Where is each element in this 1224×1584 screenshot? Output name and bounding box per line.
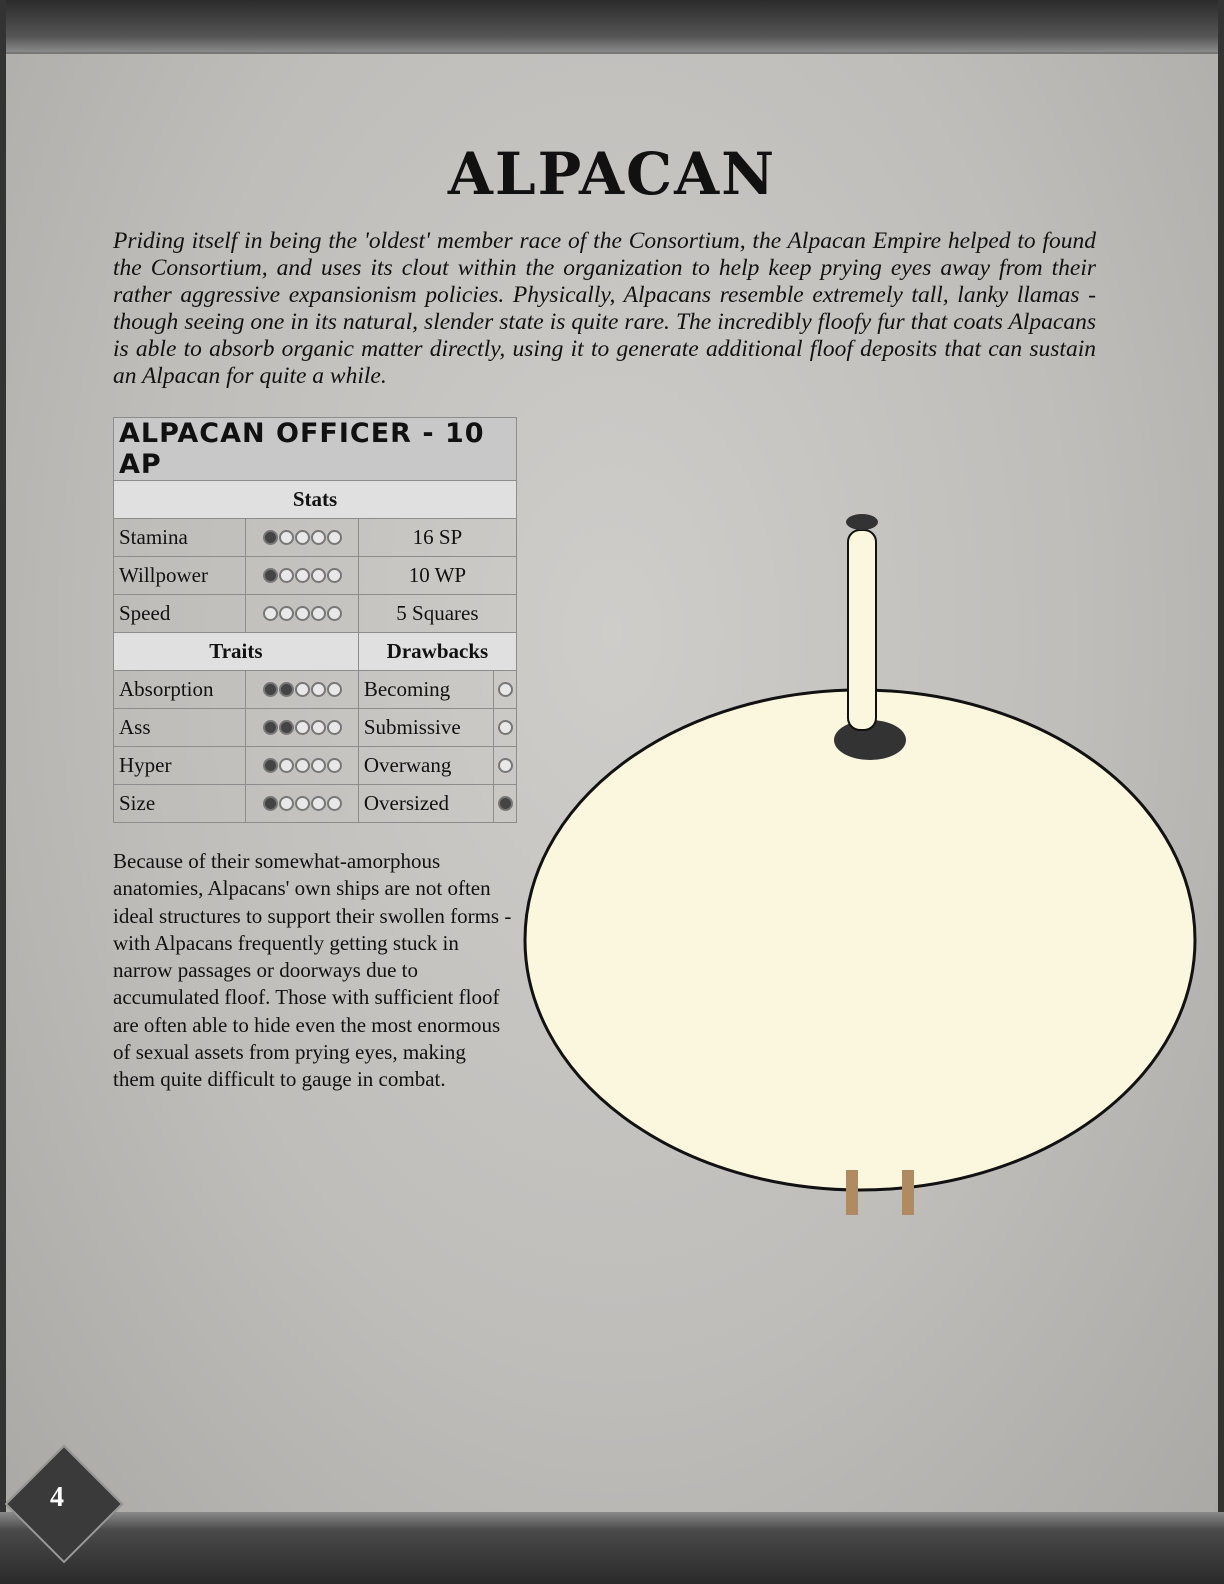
rating-dot	[327, 606, 342, 621]
rating-dot	[327, 682, 342, 697]
trait-name: Absorption	[114, 671, 246, 709]
trait-name: Size	[114, 785, 246, 823]
trait-name: Ass	[114, 709, 246, 747]
rating-dot	[263, 606, 278, 621]
rating-dot	[263, 530, 278, 545]
rating-dots	[251, 568, 353, 583]
rating-dot	[311, 682, 326, 697]
trait-row	[114, 747, 517, 785]
rating-dot	[295, 720, 310, 735]
trait-row	[114, 785, 517, 823]
bottom-border	[0, 1512, 1224, 1584]
rating-dot	[295, 568, 310, 583]
rating-dot	[279, 720, 294, 735]
leg-shape	[902, 1170, 914, 1215]
stat-block	[113, 417, 517, 823]
cap-shape	[846, 514, 878, 530]
left-border	[0, 0, 6, 1584]
rating-dot	[327, 568, 342, 583]
stat-row	[114, 519, 517, 557]
fur-body-shape	[525, 690, 1195, 1190]
rating-dot	[327, 530, 342, 545]
stat-value: 5 Squares	[358, 595, 516, 633]
rating-dot	[279, 758, 294, 773]
stat-block-title: ALPACAN OFFICER - 10 AP	[114, 418, 517, 481]
rating-dots	[251, 530, 353, 545]
rating-dots	[251, 796, 353, 811]
rating-dot	[295, 606, 310, 621]
rating-dot	[279, 682, 294, 697]
stat-row	[114, 557, 517, 595]
rating-dot	[311, 530, 326, 545]
rating-dot	[311, 568, 326, 583]
stat-name: Willpower	[114, 557, 246, 595]
rating-dots	[251, 758, 353, 773]
rating-dot	[327, 758, 342, 773]
rating-dot	[311, 720, 326, 735]
rating-dot	[327, 720, 342, 735]
page-title: ALPACAN	[447, 140, 777, 208]
trait-row	[114, 671, 517, 709]
character-illustration	[510, 500, 1210, 1230]
drawback-name: Becoming	[358, 671, 493, 709]
rating-dot	[311, 758, 326, 773]
drawbacks-header: Drawbacks	[358, 633, 516, 671]
rating-dot	[263, 720, 278, 735]
rating-dots	[251, 682, 353, 697]
rating-dots	[251, 606, 353, 621]
rating-dot	[279, 606, 294, 621]
rating-dot	[295, 758, 310, 773]
rating-dot	[263, 758, 278, 773]
intro-text: Priding itself in being the 'oldest' member race of the Consortium, the Alpacan Empire helped to found the Consortium, and uses its clout within the organization to help keep prying eyes away from their rather aggressive expansionism policies. Physically, Alpacans resemble extremely tall, lanky llamas - though seeing one in its natural, slender state is quite rare. The incredibly floofy fur that coats Alpacans is able to absorb organic matter directly, using it to generate additional floof deposits that can sustain an Alpacan for quite a while.	[113, 228, 1096, 389]
drawback-name: Overwang	[358, 747, 493, 785]
body-text: Because of their somewhat-amorphous anatomies, Alpacans' own ships are not often ideal structures to support their swollen forms - with Alpacans frequently getting stuck in narrow passages or doorways due to accumulated floof. Those with sufficient floof are often able to hide even the most enormous of sexual assets from prying eyes, making them quite difficult to gauge in combat.	[113, 849, 512, 1092]
stat-name: Stamina	[114, 519, 246, 557]
trait-name: Hyper	[114, 747, 246, 785]
rating-dot	[279, 530, 294, 545]
rating-dot	[327, 796, 342, 811]
right-border	[1218, 0, 1224, 1584]
trait-row	[114, 709, 517, 747]
rating-dot	[311, 796, 326, 811]
rating-dots	[251, 720, 353, 735]
traits-header: Traits	[114, 633, 359, 671]
stat-name: Speed	[114, 595, 246, 633]
rating-dot	[295, 682, 310, 697]
rating-dot	[263, 568, 278, 583]
rating-dot	[295, 530, 310, 545]
rating-dot	[263, 682, 278, 697]
rating-dot	[279, 796, 294, 811]
rating-dot	[295, 796, 310, 811]
rating-dot	[311, 606, 326, 621]
drawback-name: Submissive	[358, 709, 493, 747]
drawback-name: Oversized	[358, 785, 493, 823]
page-number: 4	[50, 1482, 64, 1513]
neck-shape	[848, 530, 876, 730]
rating-dot	[279, 568, 294, 583]
rating-dot	[263, 796, 278, 811]
stat-value: 16 SP	[358, 519, 516, 557]
stat-row	[114, 595, 517, 633]
top-border	[0, 0, 1224, 54]
stat-value: 10 WP	[358, 557, 516, 595]
stats-header: Stats	[114, 481, 517, 519]
leg-shape	[846, 1170, 858, 1215]
